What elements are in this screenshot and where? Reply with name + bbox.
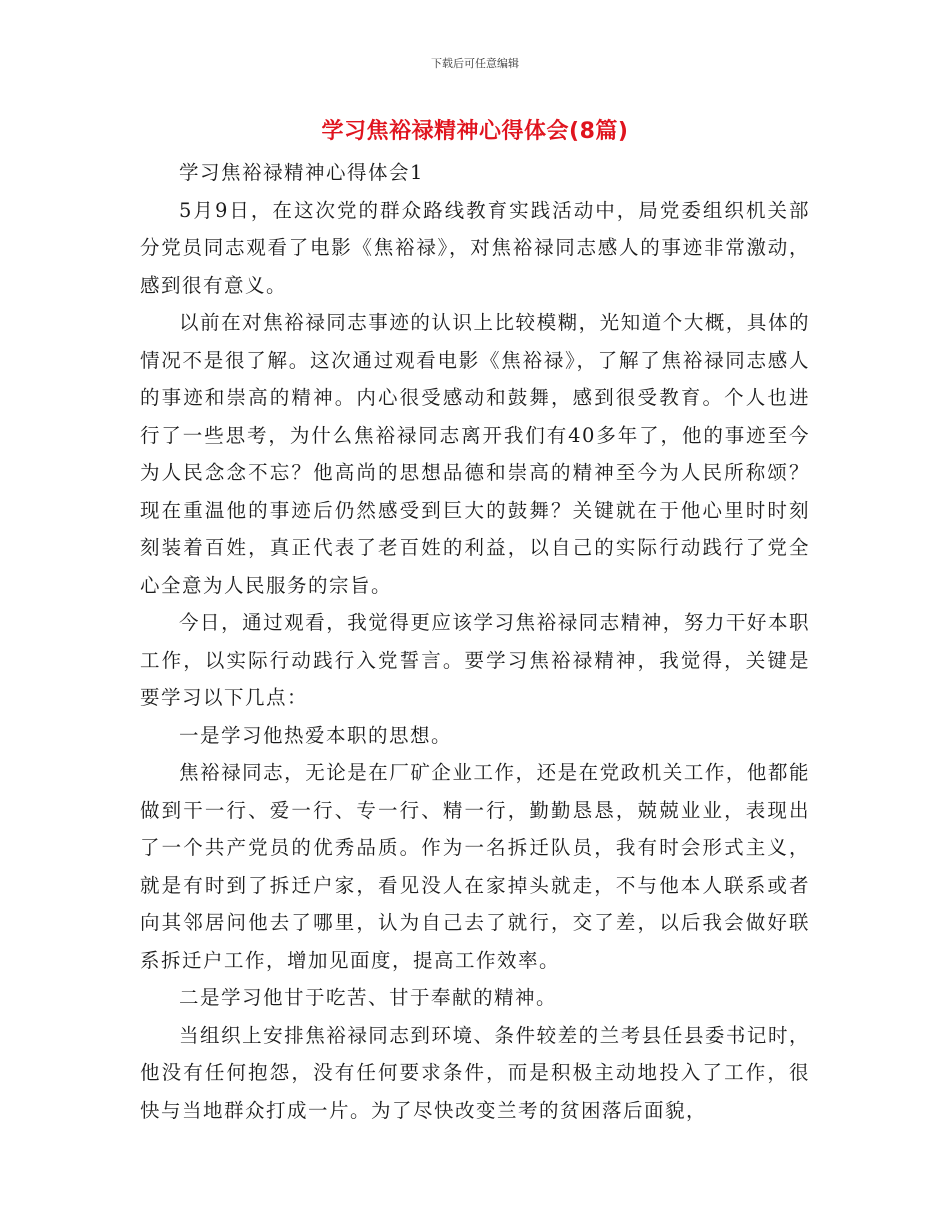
document-body [140, 154, 810, 1129]
paragraph: 焦裕禄同志，无论是在厂矿企业工作，还是在党政机关工作，他都能做到干一行、爱一行、专一行、精一行，勤勤恳恳，兢兢业业，表现出了一个共产党员的优秀品质。作为一名拆迁队员，我有时会形式主义，就是有时到了拆迁户家，看见没人在家掉头就走，不与他本人联系或者向其邻居问他去了哪里，认为自己去了就行，交了差，以后我会做好联系拆迁户工作，增加见面度，提高工作效率。 [140, 761, 810, 972]
document-title: 学习焦裕禄精神心得体会(8篇) [321, 119, 629, 144]
point-heading: 二是学习他甘于吃苦、甘于奉献的精神。 [179, 986, 558, 1009]
point-heading: 一是学习他热爱本职的思想。 [179, 723, 453, 747]
paragraph: 当组织上安排焦裕禄同志到环境、条件较差的兰考县任县委书记时，他没有任何抱怨，没有任何要求条件，而是积极主动地投入了工作，很快与当地群众打成一片。为了尽快改变兰考的贫困落后面貌， [140, 1023, 810, 1122]
section-heading: 学习焦裕禄精神心得体会1 [179, 161, 424, 184]
paragraph: 5月9日，在这次党的群众路线教育实践活动中，局党委组织机关部分党员同志观看了电影《焦裕禄》，对焦裕禄同志感人的事迹非常激动，感到很有意义。 [140, 198, 810, 297]
header-note: 下载后可任意编辑 [431, 57, 519, 70]
paragraph: 以前在对焦裕禄同志事迹的认识上比较模糊，光知道个大概，具体的情况不是很了解。这次通过观看电影《焦裕禄》，了解了焦裕禄同志感人的事迹和崇高的精神。内心很受感动和鼓舞，感到很受教育。个人也进行了一些思考，为什么焦裕禄同志离开我们有40多年了，他的事迹至今为人民念念不忘？他高尚的思想品德和崇高的精神至今为人民所称颂？现在重温他的事迹后仍然感受到巨大的鼓舞？关键就在于他心里时时刻刻装着百姓，真正代表了老百姓的利益，以自己的实际行动践行了党全心全意为人民服务的宗旨。 [140, 311, 810, 597]
paragraph: 今日，通过观看，我觉得更应该学习焦裕禄同志精神，努力干好本职工作，以实际行动践行入党誓言。要学习焦裕禄精神，我觉得，关键是要学习以下几点： [140, 611, 810, 709]
